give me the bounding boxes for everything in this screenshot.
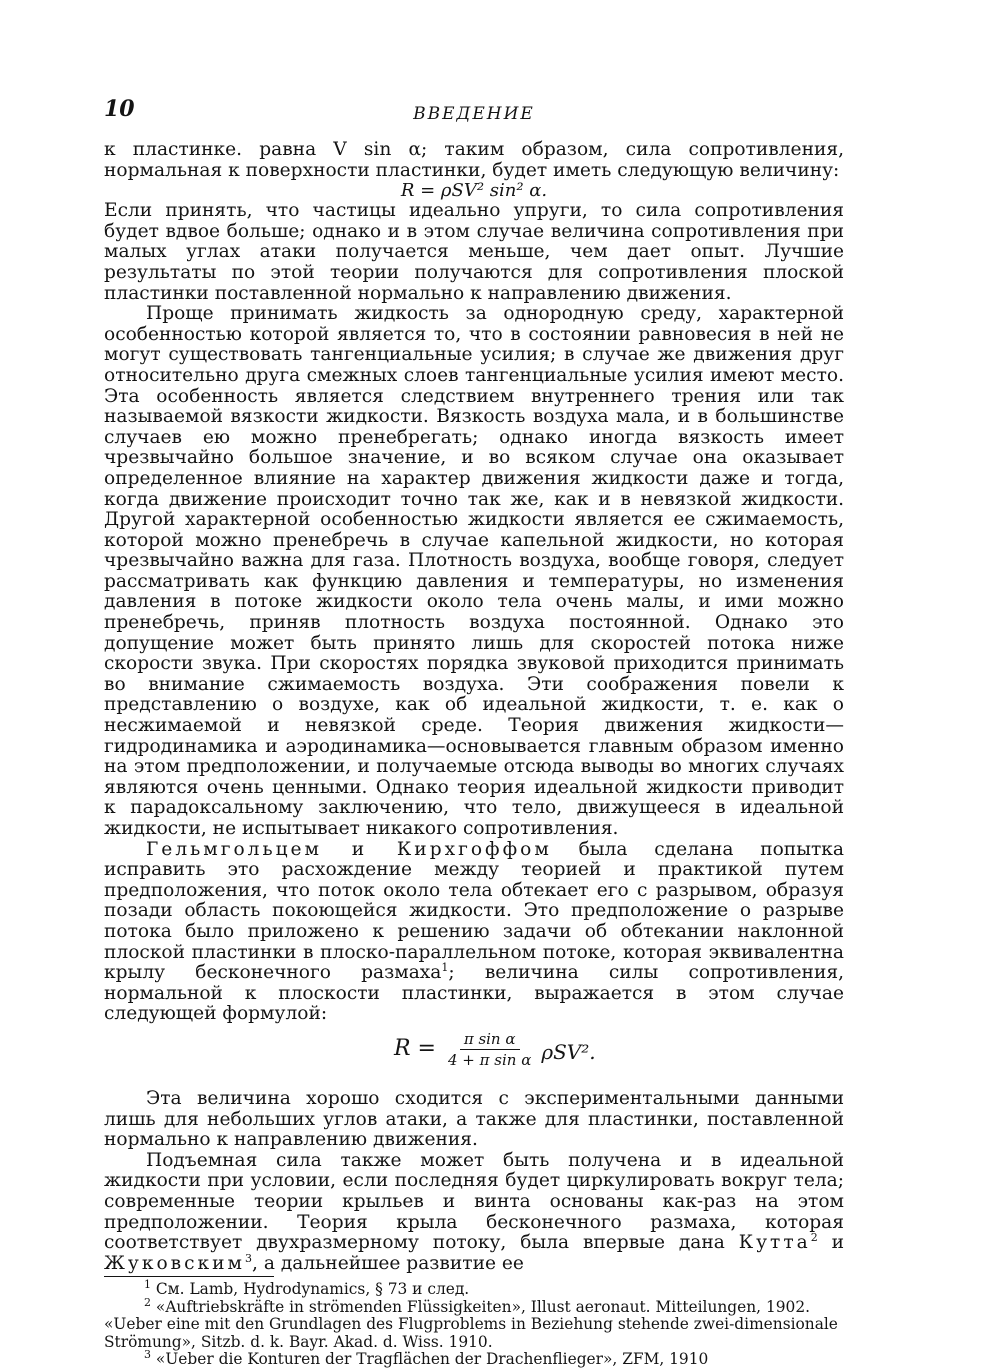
footnote-text: См. Lamb, Hydrodynamics, § 73 и след. [155,1280,470,1299]
formula-denominator: 4 + π sin α [448,1050,532,1069]
footnote-3 [104,1347,844,1368]
formula-numerator: π sin α [460,1029,520,1050]
formula-row [104,1025,844,1089]
author-names: Гельмгольцем и Кирхгоффом [146,838,552,860]
footnote-text: «Ueber die Konturen der Tragflächen der Drachenflieger», ZFM, 1910 [155,1349,709,1368]
paragraph-text: , а дальнейшее развитие ее [252,1252,524,1274]
formula-rhs: ρSV². [541,1040,596,1065]
author-zhukovsky: Жуковским [104,1252,246,1274]
body-text [104,140,844,1274]
footnote-mark: 2 [144,1295,151,1309]
paragraph: Если принять, что частицы идеально упруги, то сила сопротивления будет вдвое больше; однако и в этом случае величина сопротивления при малых углах атаки получается меньше, чем дает опыт. Лучшие результаты по этой теории получаются для сопротивления плоской пластинки поставленной нормально к направлению движения. [104,200,844,304]
paragraph: Эта величина хорошо сходится с экспериментальными данными лишь для небольших углов атаки, а также для пластинки, поставленной нормально к направлению движения. [104,1087,844,1151]
footnote-divider [104,1276,274,1277]
paragraph-helmholtz [104,840,844,1025]
paragraph-text: ; величина силы сопротивления, нормальной к плоскости пластинки, выражается в этом случае следующей формулой: [104,962,844,1025]
formula-lhs: R = [394,1036,436,1062]
footnotes [104,1278,844,1368]
footnote-text: «Auftriebskräfte in strömenden Flüssigkeiten», Illust aeronaut. Mitteilungen, 1902. «Ueber eine mit den Grundlagen des Flugproblems in Beziehung stehende zwei-dimensionale Strömung», Sitzb. d. k. Bayr. Akad. d. Wiss. 1910. [104,1297,838,1351]
author-kutta: Кутта [738,1232,811,1254]
paragraph-text: была сделана попытка исправить это расхождение между теорией и практикой путем предположения, что поток около тела обтекает его с разрывом, образуя позади область покоющейся жидкости. Это предположение о разрыве потока было приложено к решению задачи об обтекании наклонной плоской пластинки в плоско-параллельном потоке, которая эквивалентна крылу бесконечного размаха [104,838,844,984]
page-number: 10 [104,96,135,122]
formula-resistance: R = ρSV² sin² α. [400,180,548,202]
footnote-1 [104,1278,844,1299]
footnote-ref[interactable]: 1 [441,960,449,974]
footnote-2 [104,1295,844,1351]
footnote-mark: 1 [144,1278,151,1292]
paragraph-continuation: к пластинке. равна V sin α; таким образом, сила сопротивления, нормальная к поверхности пластинки, будет иметь следующую величину: [104,139,844,181]
footnote-ref[interactable]: 3 [245,1251,253,1265]
paragraph-lift [104,1151,844,1275]
paragraph: Проще принимать жидкость за однородную среду, характерной особенностью которой является то, что в состоянии равновесия в ней не могут существовать тангенциальные усилия; в случае же движения друг относительно друга смежных слоев тангенциальные усилия имеют место. Эта особенность является следствием внутреннего трения или так называемой вязкости жидкости. Вязкость воздуха мала, и в большинстве случаев ею можно пренебрегать; однако иногда вязкость имеет чрезвычайно большое значение, и во всяком случае она оказывает определенное влияние на характер движения жидкости даже и тогда, когда движение происходит точно так же, как и в невязкой жидкости. Другой характерной особенностью жидкости является ее сжимаемость, которой можно пренебречь в случае капельной жидкости, но которая чрезвычайно важна для газа. Плотность воздуха, вообще говоря, следует рассматривать как функцию давления и температуры, но изменения давления в потоке жидкости около тела очень малы, и ими можно пренебречь, приняв плотность воздуха постоянной. Однако это допущение может быть принято лишь для скоростей потока ниже скорости звука. При скоростях порядка звуковой приходится принимать во внимание сжимаемость воздуха. Эти соображения повели к представлению о воздухе, как об идеальной жидкости, т. е. как о несжимаемой и невязкой среде. Теория движения жидкости—гидродинамика и аэродинамика—основывается главным образом именно на этом предположении, и получаемые отсюда выводы во многих случаях являются очень ценными. Однако теория идеальной жидкости приводит к парадоксальному заключению, что тело, движущееся в идеальной жидкости, не испытывает никакого сопротивления. [104,303,844,839]
book-page [104,96,844,1368]
conjunction: и [831,1232,844,1254]
formula-fraction [444,1029,535,1070]
footnote-mark: 3 [144,1347,151,1361]
footnote-ref[interactable]: 2 [810,1230,818,1244]
running-head: ВВЕДЕНИЕ [413,104,535,124]
paragraph-text: Подъемная сила также может быть получена и в идеальной жидкости при условии, если последняя будет циркулировать вокруг тела; современные теории крыльев и винта основаны как-раз на этом предположении. Теория крыла бесконечного размаха, которая соответствует двухразмерному потоку, была впервые дана [104,1149,844,1254]
page-header [104,96,844,140]
formula-kirchhoff [394,1029,596,1070]
